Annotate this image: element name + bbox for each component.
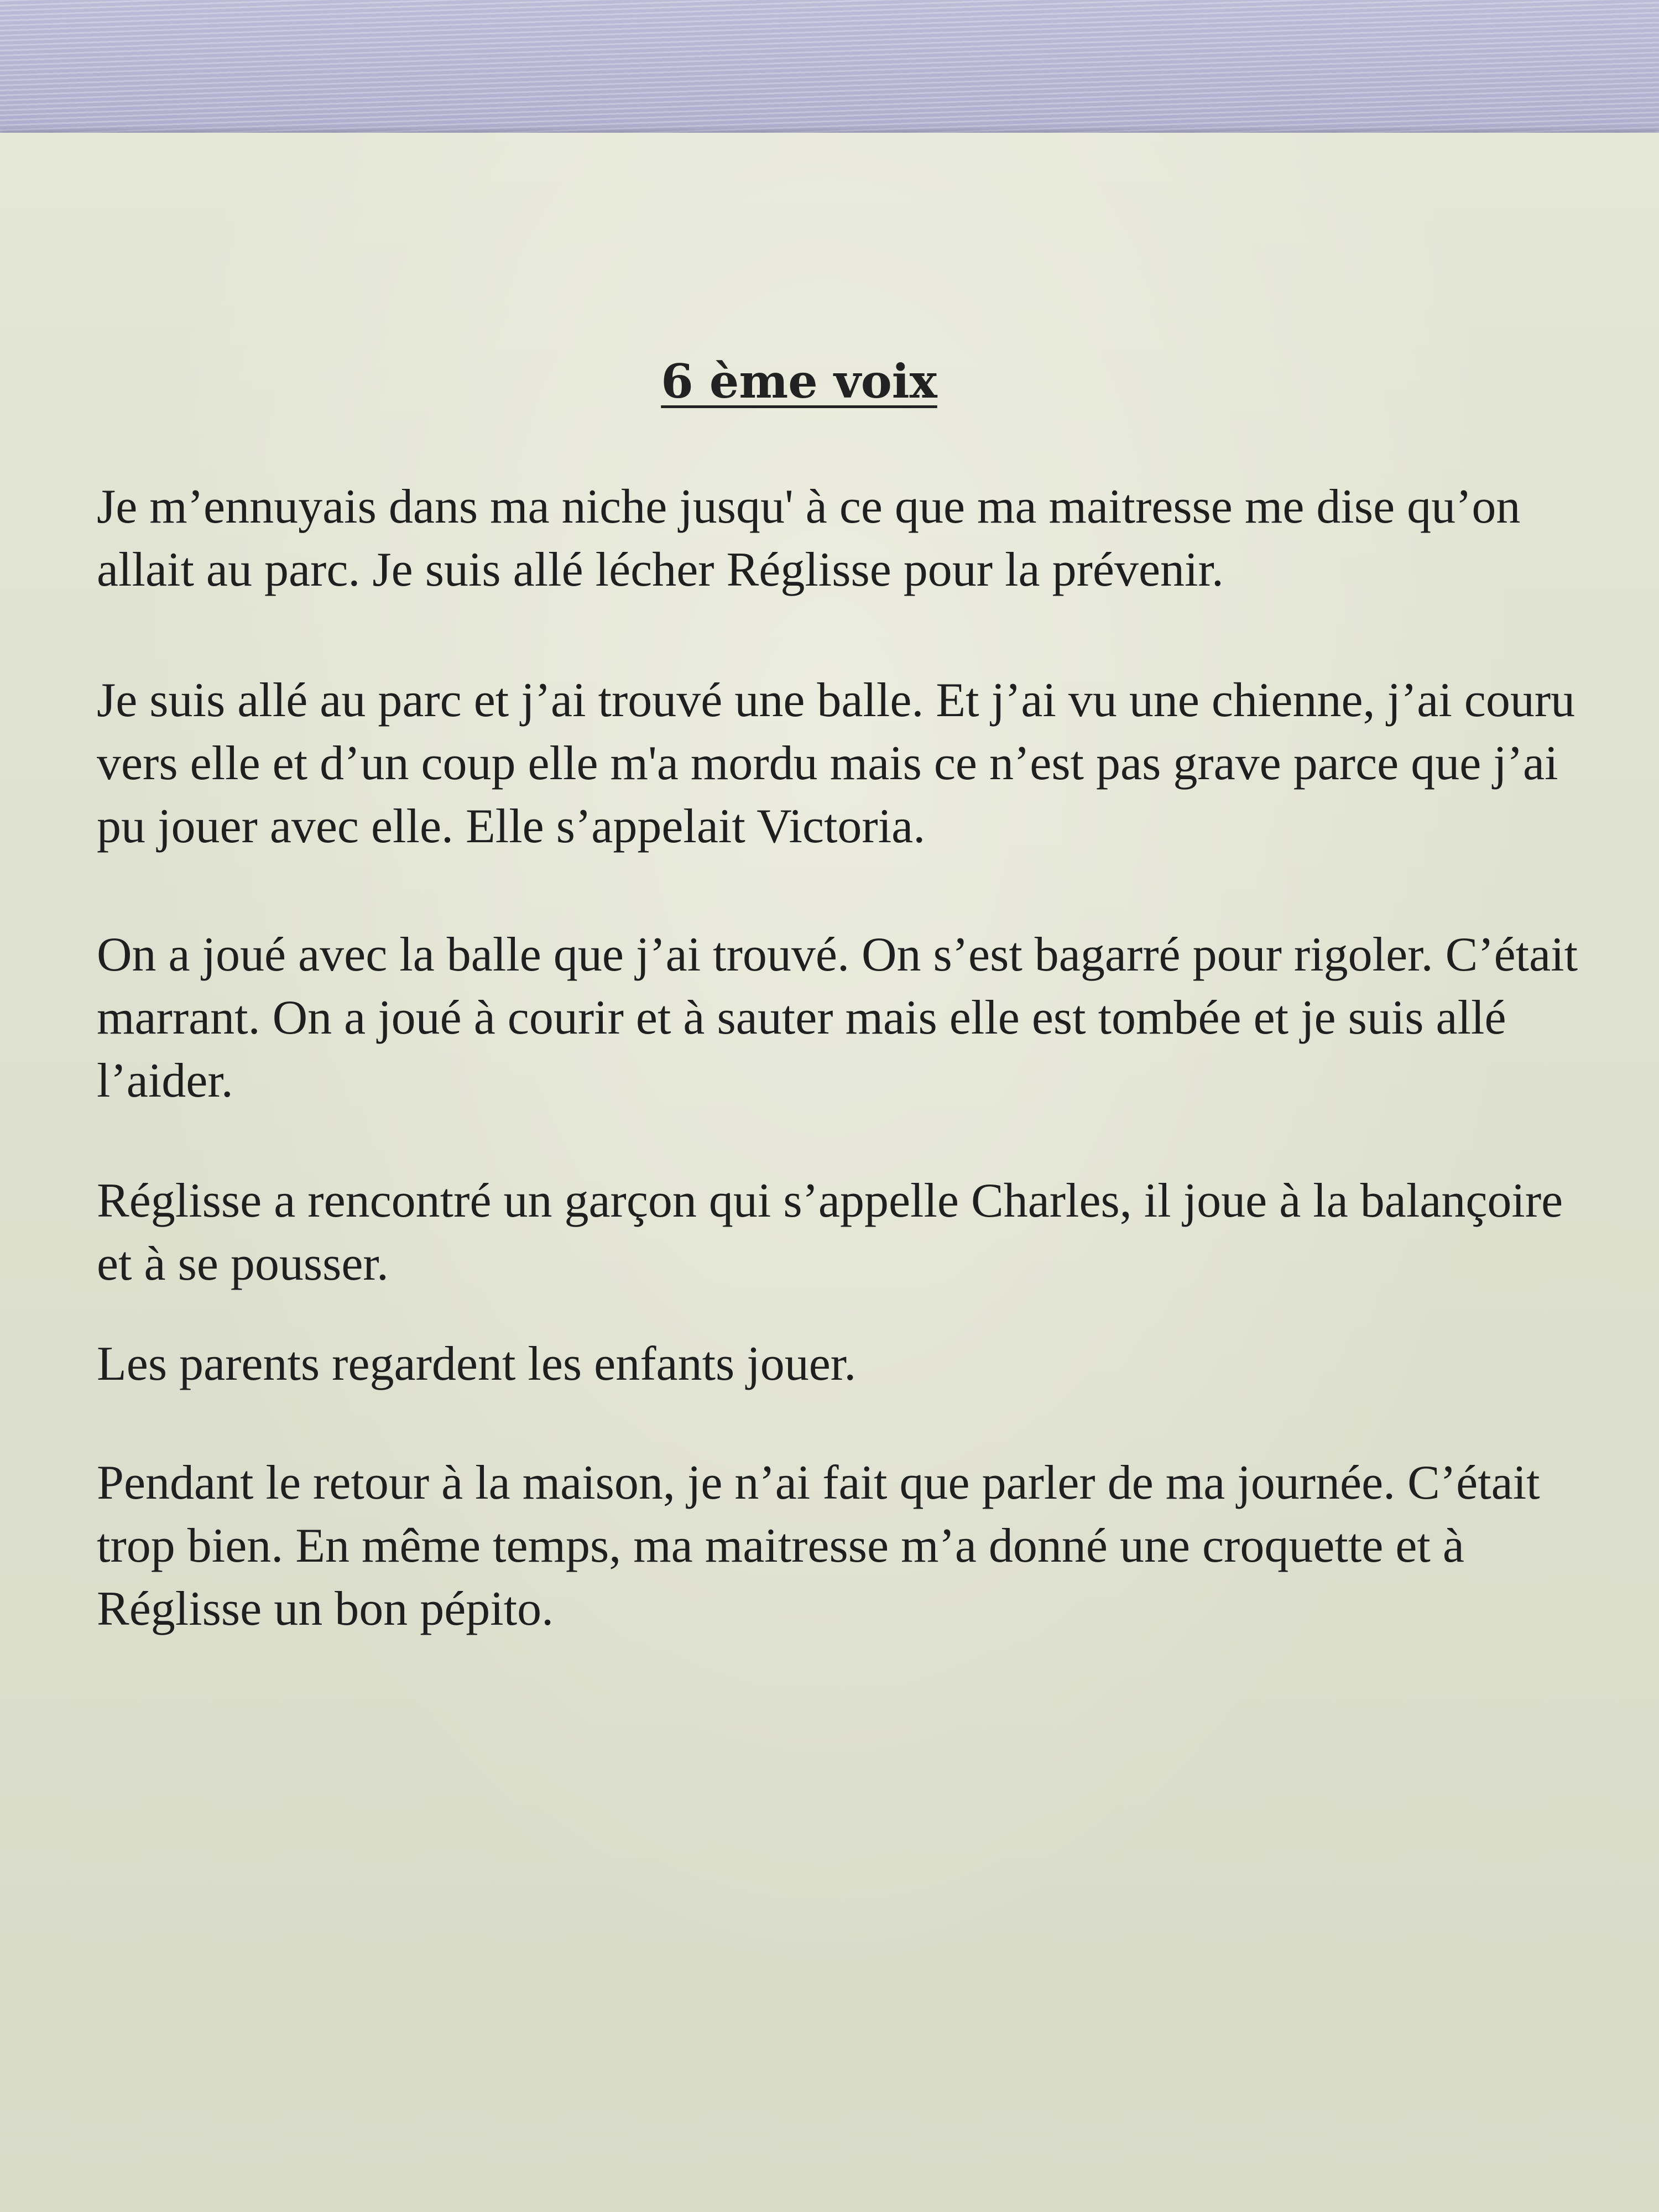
paragraph-1: Je m’ennuyais dans ma niche jusqu' à ce que ma maitresse me dise qu’on allait au parc. Je suis allé lécher Réglisse pour la prévenir.: [97, 480, 1521, 597]
paragraph-2: Je suis allé au parc et j’ai trouvé une balle. Et j’ai vu une chienne, j’ai couru vers elle et d’un coup elle m'a mordu mais ce n’est pas grave parce que j’ai pu jouer avec elle. Elle s’appelait Victoria.: [97, 674, 1575, 853]
paper-sheet: [0, 133, 1659, 2212]
document-body: [0, 133, 1659, 2212]
paragraph-6: Pendant le retour à la maison, je n’ai fait que parler de ma journée. C’était trop bien. En même temps, ma maitresse m’a donné une croquette et à Réglisse un bon pépito.: [97, 1456, 1540, 1636]
paragraph-5: Les parents regardent les enfants jouer.: [97, 1337, 857, 1391]
background-surface: [0, 0, 1659, 144]
document-title: 6 ème voix: [661, 354, 937, 409]
paragraph-3: On a joué avec la balle que j’ai trouvé. On s’est bagarré pour rigoler. C’était marrant. On a joué à courir et à sauter mais elle est tombée et je suis allé l’aider.: [97, 928, 1578, 1108]
paragraph-4: Réglisse a rencontré un garçon qui s’appelle Charles, il joue à la balançoire et à se pousser.: [97, 1174, 1563, 1291]
